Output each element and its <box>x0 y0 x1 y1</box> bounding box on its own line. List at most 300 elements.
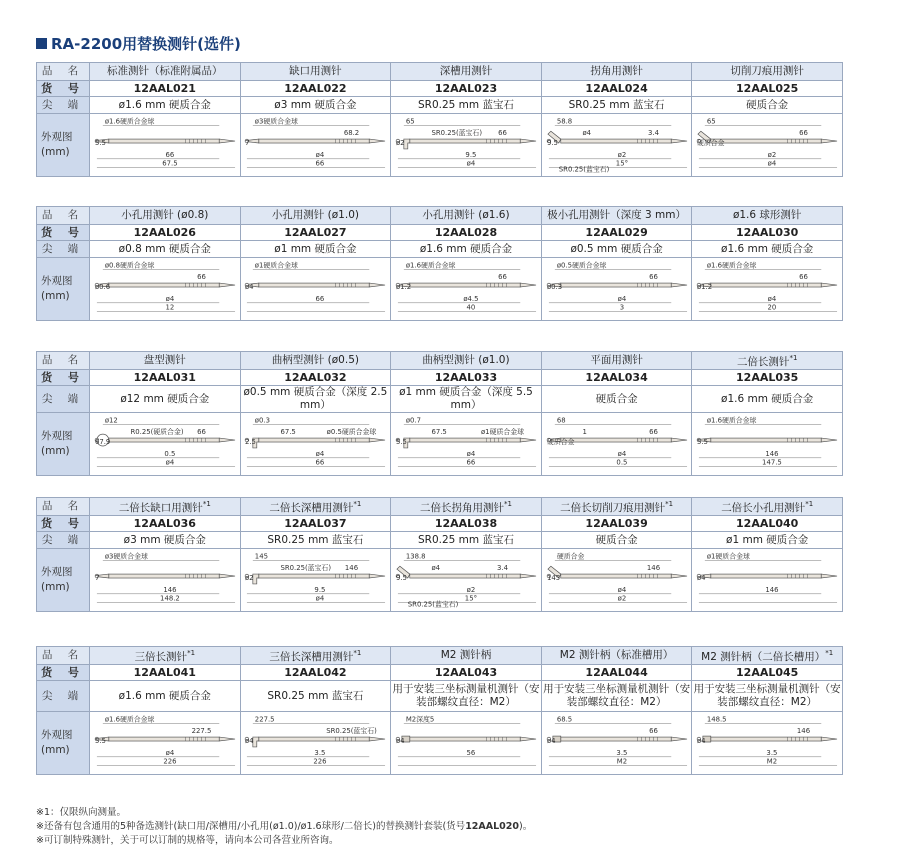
cell-tip: ø1.6 mm 硬质合金 <box>90 97 241 114</box>
item-name: 小孔用测针 (ø1.6) <box>422 209 510 221</box>
row-header-image-label: 外观图 <box>41 131 73 143</box>
cell-drawing <box>391 114 542 177</box>
item-name: 标准测针（标准附属品） <box>107 65 223 77</box>
probe-drawing <box>392 550 540 610</box>
note-2 <box>36 820 532 834</box>
probe-shaft <box>410 139 521 143</box>
row-name <box>37 63 843 81</box>
probe-shaft <box>259 139 370 143</box>
dimension-label: ø2 <box>617 594 626 603</box>
probe-table <box>36 646 843 775</box>
cell-code: 12AAL039 <box>541 516 692 532</box>
cell-drawing <box>90 258 241 321</box>
probe-shaft <box>410 438 521 442</box>
probe-drawing <box>91 414 239 474</box>
dimension-label: 0.5 <box>616 458 627 467</box>
title-text: RA-2200用替换测针(选件) <box>51 35 241 53</box>
probe-table-block <box>36 62 842 177</box>
cell-name <box>541 647 692 665</box>
cell-code: 12AAL026 <box>90 225 241 241</box>
item-name: 二倍长切削刀痕用测针 <box>560 502 666 514</box>
dimension-label: ø1硬质合金球 <box>706 552 751 561</box>
cell-tip: ø1 mm 硬质合金 <box>692 532 843 549</box>
dimension-label: ø4 <box>165 458 175 467</box>
cell-code: 12AAL029 <box>541 225 692 241</box>
probe-shaft <box>711 438 822 442</box>
cell-drawing <box>692 549 843 612</box>
cell-name <box>391 352 542 370</box>
cell-code: 12AAL022 <box>240 81 391 97</box>
row-header-tip: 尖 端 <box>37 97 90 114</box>
row-header-image-label: 外观图 <box>41 275 73 287</box>
row-name <box>37 647 843 665</box>
cell-name <box>90 207 241 225</box>
row-header-name: 品 名 <box>37 63 90 81</box>
dimension-label: ø4 <box>466 449 476 458</box>
dimension-label: 146 <box>765 449 779 458</box>
cell-code: 12AAL025 <box>692 81 843 97</box>
row-tip <box>37 681 843 712</box>
dimension-label: 3.5 <box>616 748 627 757</box>
row-name <box>37 498 843 516</box>
dimension-label: 5.5 <box>94 139 106 147</box>
dimension-label: ø1.6硬质合金球 <box>405 261 456 270</box>
dimension-label: 148.2 <box>159 594 180 603</box>
item-name: M2 测针柄 <box>440 649 492 661</box>
cell-code: 12AAL041 <box>90 665 241 681</box>
row-header-image-label: 外观图 <box>41 566 73 578</box>
cell-tip: ø0.5 mm 硬质合金 <box>541 241 692 258</box>
cell-name <box>90 352 241 370</box>
probe-drawing <box>241 550 389 610</box>
probe-drawing <box>543 414 691 474</box>
probe-taper <box>219 737 235 741</box>
cell-drawing <box>391 258 542 321</box>
cell-name <box>240 498 391 516</box>
dimension-label: 65 <box>706 117 716 126</box>
row-header-image-label: 外观图 <box>41 729 73 741</box>
cell-name <box>90 63 241 81</box>
cell-tip: 硬质合金 <box>692 97 843 114</box>
cell-tip: ø1.6 mm 硬质合金 <box>692 386 843 413</box>
probe-table-block <box>36 206 842 321</box>
dimension-label: 5.5 <box>94 737 106 745</box>
cell-drawing <box>90 114 241 177</box>
cell-drawing <box>541 712 692 775</box>
dimension-label: SR0.25(蓝宝石) <box>280 564 332 573</box>
row-header-image <box>37 114 90 177</box>
probe-taper <box>821 737 837 741</box>
probe-shaft <box>109 139 220 143</box>
cell-tip: 用于安装三坐标测量机测针（安装部螺纹直径：M2） <box>692 681 843 712</box>
row-name <box>37 352 843 370</box>
dimension-label: M2 <box>766 757 778 766</box>
dimension-label: 146 <box>646 564 660 573</box>
dimension-label: SR0.25(蓝宝石) <box>407 600 459 609</box>
dimension-label: 66 <box>648 273 658 282</box>
dimension-label: ø1硬质合金球 <box>480 428 525 437</box>
dimension-label: ø4.5 <box>463 294 479 303</box>
dimension-label: 3.4 <box>647 129 659 138</box>
cell-name <box>391 63 542 81</box>
cell-tip: SR0.25 mm 蓝宝石 <box>541 97 692 114</box>
dimension-label: 68 <box>556 416 566 425</box>
item-name: 二倍长拐角用测针 <box>420 502 504 514</box>
dimension-label: ø4 <box>697 574 706 582</box>
dimension-label: ø1.6硬质合金球 <box>104 715 155 724</box>
cell-drawing <box>692 413 843 476</box>
row-header-name: 品 名 <box>37 647 90 665</box>
item-name: 小孔用测针 (ø0.8) <box>121 209 209 221</box>
probe-drawing <box>543 713 691 773</box>
row-header-image-unit: (mm) <box>41 445 70 457</box>
probe-drawing <box>693 550 841 610</box>
row-header-image-unit: (mm) <box>41 146 70 158</box>
row-img <box>37 413 843 476</box>
probe-drawing <box>241 115 389 175</box>
cell-drawing <box>541 114 692 177</box>
dimension-label: ø4 <box>767 294 777 303</box>
row-name <box>37 207 843 225</box>
dimension-label: 1 <box>582 428 587 437</box>
dimension-label: 15° <box>464 594 478 603</box>
dimension-label: 66 <box>315 294 325 303</box>
dimension-label: M2深度5 <box>405 715 435 724</box>
probe-taper <box>520 438 536 442</box>
dimension-label: ø12 <box>104 416 118 425</box>
probe-shaft <box>560 283 671 287</box>
item-name: 盘型测针 <box>143 354 186 366</box>
probe-shaft <box>711 283 822 287</box>
row-header-name: 品 名 <box>37 352 90 370</box>
dimension-label: 3.5 <box>766 748 778 757</box>
cell-tip: SR0.25 mm 蓝宝石 <box>391 532 542 549</box>
probe-drawing <box>392 414 540 474</box>
dimension-label: ø1.6硬质合金球 <box>706 261 757 270</box>
item-name: 极小孔用测针（深度 3 mm） <box>547 209 686 221</box>
dimension-label: 5.5 <box>395 438 407 446</box>
footnote-mark: *1 <box>187 649 196 657</box>
cell-code: 12AAL024 <box>541 81 692 97</box>
dimension-label: 146 <box>797 727 811 736</box>
item-name: 曲柄型测针 (ø0.5) <box>271 354 359 366</box>
probe-shaft <box>410 737 521 741</box>
row-header-tip: 尖 端 <box>37 241 90 258</box>
probe-shaft <box>410 283 521 287</box>
cell-name <box>240 352 391 370</box>
cell-tip: SR0.25 mm 蓝宝石 <box>391 97 542 114</box>
dimension-label: 2.5 <box>245 438 257 446</box>
row-tip <box>37 97 843 114</box>
probe-drawing <box>693 713 841 773</box>
cell-code: 12AAL028 <box>391 225 542 241</box>
dimension-label: 145 <box>255 552 269 561</box>
probe-drawing <box>241 414 389 474</box>
footnote-mark: *1 <box>805 500 814 508</box>
dimension-label: 3.5 <box>314 748 326 757</box>
cell-code: 12AAL043 <box>391 665 542 681</box>
dimension-label: ø4 <box>546 737 556 745</box>
dimension-label: 66 <box>196 428 206 437</box>
dimension-label: 40 <box>466 303 476 312</box>
dimension-label: ø1.2 <box>395 283 412 291</box>
cell-code: 12AAL031 <box>90 370 241 386</box>
cell-code: 12AAL037 <box>240 516 391 532</box>
dimension-label: 148.5 <box>706 715 727 724</box>
cell-tip: ø1 mm 硬质合金（深度 5.5 mm） <box>391 386 542 413</box>
dimension-label: M2 <box>616 757 627 766</box>
cell-drawing <box>391 712 542 775</box>
probe-taper <box>219 574 235 578</box>
probe-drawing <box>91 550 239 610</box>
row-code <box>37 665 843 681</box>
dimension-label: ø4 <box>466 159 476 168</box>
probe-table <box>36 497 843 612</box>
cell-drawing <box>240 712 391 775</box>
footnote-mark: *1 <box>825 649 834 657</box>
dimension-label: 9.5 <box>395 574 407 582</box>
cell-tip: ø0.8 mm 硬质合金 <box>90 241 241 258</box>
footnote-mark: *1 <box>202 500 211 508</box>
dimension-label: ø1.6硬质合金球 <box>104 117 155 126</box>
note-1: ※1：仅限纵向测量。 <box>36 807 127 818</box>
dimension-label: SR0.25(蓝宝石) <box>326 727 378 736</box>
cell-code: 12AAL040 <box>692 516 843 532</box>
dimension-label: 65 <box>405 117 415 126</box>
item-name: 三倍长深槽用测针 <box>269 651 354 663</box>
item-name: 切削刀痕用测针 <box>730 65 804 77</box>
probe-drawing <box>543 115 691 175</box>
dimension-label: ø4 <box>245 283 254 291</box>
cell-code: 12AAL036 <box>90 516 241 532</box>
cell-drawing <box>240 549 391 612</box>
cell-name <box>541 498 692 516</box>
item-name: 二倍长测针 <box>736 356 790 368</box>
probe-drawing <box>91 713 239 773</box>
cell-name <box>240 63 391 81</box>
probe-drawing <box>543 550 691 610</box>
cell-tip: 硬质合金 <box>541 532 692 549</box>
dimension-label: ø4 <box>697 737 706 745</box>
dimension-label: 硬质合金 <box>556 552 584 561</box>
probe-drawing <box>392 259 540 319</box>
probe-tip <box>404 139 410 149</box>
cell-drawing <box>240 413 391 476</box>
cell-code: 12AAL044 <box>541 665 692 681</box>
dimension-label: 227.5 <box>191 727 212 736</box>
row-tip <box>37 532 843 549</box>
probe-taper <box>671 438 687 442</box>
dimension-label: ø1.2 <box>697 283 713 291</box>
probe-drawing <box>693 259 841 319</box>
item-name: 曲柄型测针 (ø1.0) <box>422 354 510 366</box>
item-name: M2 测针柄（二倍长槽用） <box>701 651 826 663</box>
probe-taper <box>370 139 386 143</box>
dimension-label: ø2 <box>767 150 777 159</box>
row-tip <box>37 241 843 258</box>
cell-name <box>541 352 692 370</box>
dimension-label: ø4 <box>617 449 626 458</box>
row-header-image-unit: (mm) <box>41 744 70 756</box>
dimension-label: ø2 <box>466 585 476 594</box>
dimension-label: 147.5 <box>762 458 782 467</box>
dimension-label: 7 <box>94 574 100 582</box>
item-name: 小孔用测针 (ø1.0) <box>271 209 359 221</box>
dimension-label: 0.5 <box>164 449 176 458</box>
cell-name <box>692 498 843 516</box>
probe-taper <box>821 283 837 287</box>
dimension-label: 7 <box>245 139 250 147</box>
probe-shaft <box>560 139 671 143</box>
dimension-label: ø2 <box>245 574 254 582</box>
row-header-image-label: 外观图 <box>41 430 73 442</box>
probe-table <box>36 206 843 321</box>
dimension-label: 67.9 <box>94 438 111 446</box>
dimension-label: 66 <box>799 273 809 282</box>
title-square-icon <box>36 38 47 49</box>
cell-name <box>541 207 692 225</box>
dimension-label: 145 <box>546 574 560 582</box>
dimension-label: 146 <box>163 585 177 594</box>
row-img <box>37 712 843 775</box>
probe-shaft <box>109 438 220 442</box>
item-name: 缺口用测针 <box>289 65 342 77</box>
probe-taper <box>370 283 386 287</box>
cell-tip: ø1.6 mm 硬质合金 <box>90 681 241 712</box>
probe-table-block <box>36 351 842 476</box>
dimension-label: 67.5 <box>280 428 297 437</box>
row-header-image <box>37 413 90 476</box>
dimension-label: 5.5 <box>697 438 709 446</box>
row-header-image <box>37 549 90 612</box>
cell-name <box>90 498 241 516</box>
item-name: 深槽用测针 <box>439 65 493 77</box>
dimension-label: SR0.25(蓝宝石) <box>431 129 483 138</box>
probe-table <box>36 62 843 177</box>
probe-drawing <box>241 713 389 773</box>
probe-drawing <box>543 259 691 319</box>
dimension-label: 9.5 <box>465 150 477 159</box>
item-name: 平面用测针 <box>590 354 643 366</box>
dimension-label: ø4 <box>582 129 591 138</box>
probe-drawing <box>91 259 239 319</box>
cell-tip: SR0.25 mm 蓝宝石 <box>240 681 391 712</box>
dimension-label: ø4 <box>767 159 777 168</box>
dimension-label: ø3硬质合金球 <box>104 552 148 561</box>
row-header-code: 货 号 <box>37 516 90 532</box>
cell-name <box>240 207 391 225</box>
dimension-label: 66 <box>498 273 507 282</box>
cell-tip: ø0.5 mm 硬质合金（深度 2.5 mm） <box>240 386 391 413</box>
cell-drawing <box>692 712 843 775</box>
footnote-mark: *1 <box>665 500 674 508</box>
footnote-mark: *1 <box>353 500 362 508</box>
probe-shaft <box>711 574 822 578</box>
dimension-label: 226 <box>163 757 177 766</box>
probe-tip <box>253 737 259 747</box>
dimension-label: 146 <box>765 585 779 594</box>
dimension-label: ø0.3 <box>546 283 562 291</box>
probe-taper <box>671 574 687 578</box>
item-name: 二倍长小孔用测针 <box>721 502 806 514</box>
cell-tip: ø1.6 mm 硬质合金 <box>391 241 542 258</box>
note-2-text: ※还备有包含通用的5种备选测针(缺口用/深槽用/小孔用(ø1.0)/ø1.6球形/二倍长)的替换测针套装(货号 <box>36 821 466 832</box>
cell-name <box>391 498 542 516</box>
probe-shaft <box>109 574 220 578</box>
probe-shaft <box>109 737 220 741</box>
cell-drawing <box>90 413 241 476</box>
probe-shaft <box>711 737 822 741</box>
cell-drawing <box>240 114 391 177</box>
row-header-code: 货 号 <box>37 370 90 386</box>
dimension-label: ø1硬质合金球 <box>255 261 299 270</box>
row-header-image-unit: (mm) <box>41 581 70 593</box>
probe-taper <box>370 574 386 578</box>
probe-shaft <box>259 438 370 442</box>
dimension-label: ø3硬质合金球 <box>255 117 299 126</box>
dimension-label: 67.5 <box>162 159 178 168</box>
cell-code: 12AAL033 <box>391 370 542 386</box>
dimension-label: 67.5 <box>431 428 447 437</box>
item-name: 三倍长测针 <box>134 651 188 663</box>
probe-taper <box>671 283 687 287</box>
cell-name <box>90 647 241 665</box>
probe-table <box>36 351 843 476</box>
cell-name <box>391 207 542 225</box>
row-code <box>37 225 843 241</box>
row-header-image <box>37 712 90 775</box>
dimension-label: ø4 <box>395 737 405 745</box>
dimension-label: 66 <box>799 129 809 138</box>
dimension-label: ø2 <box>617 150 626 159</box>
probe-taper <box>520 574 536 578</box>
dimension-label: ø4 <box>617 585 626 594</box>
cell-tip: 硬质合金 <box>541 386 692 413</box>
probe-drawing <box>693 115 841 175</box>
cell-tip: 用于安装三坐标测量机测针（安装部螺纹直径：M2） <box>391 681 542 712</box>
cell-drawing <box>391 413 542 476</box>
row-header-image <box>37 258 90 321</box>
cell-code: 12AAL021 <box>90 81 241 97</box>
dimension-label: 66 <box>196 273 206 282</box>
dimension-label: ø4 <box>165 294 175 303</box>
dimension-label: 68.2 <box>344 129 360 138</box>
dimension-label: 66 <box>498 129 507 138</box>
dimension-label: 56 <box>466 748 476 757</box>
item-name: M2 测针柄（标准槽用） <box>559 649 674 661</box>
cell-tip: ø1 mm 硬质合金 <box>240 241 391 258</box>
row-img <box>37 549 843 612</box>
dimension-label: 9.5 <box>546 139 558 147</box>
cell-name <box>692 63 843 81</box>
cell-code: 12AAL032 <box>240 370 391 386</box>
dimension-label: 226 <box>313 757 327 766</box>
row-img <box>37 258 843 321</box>
probe-taper <box>520 737 536 741</box>
probe-table-block <box>36 646 842 775</box>
probe-taper <box>821 139 837 143</box>
cell-tip: ø12 mm 硬质合金 <box>90 386 241 413</box>
dimension-label: 66 <box>315 159 325 168</box>
item-name: 二倍长缺口用测针 <box>118 502 203 514</box>
probe-shaft <box>560 574 671 578</box>
probe-drawing <box>693 414 841 474</box>
probe-taper <box>219 139 235 143</box>
cell-drawing <box>541 258 692 321</box>
probe-taper <box>671 737 687 741</box>
row-header-image-unit: (mm) <box>41 290 70 302</box>
probe-taper <box>821 574 837 578</box>
